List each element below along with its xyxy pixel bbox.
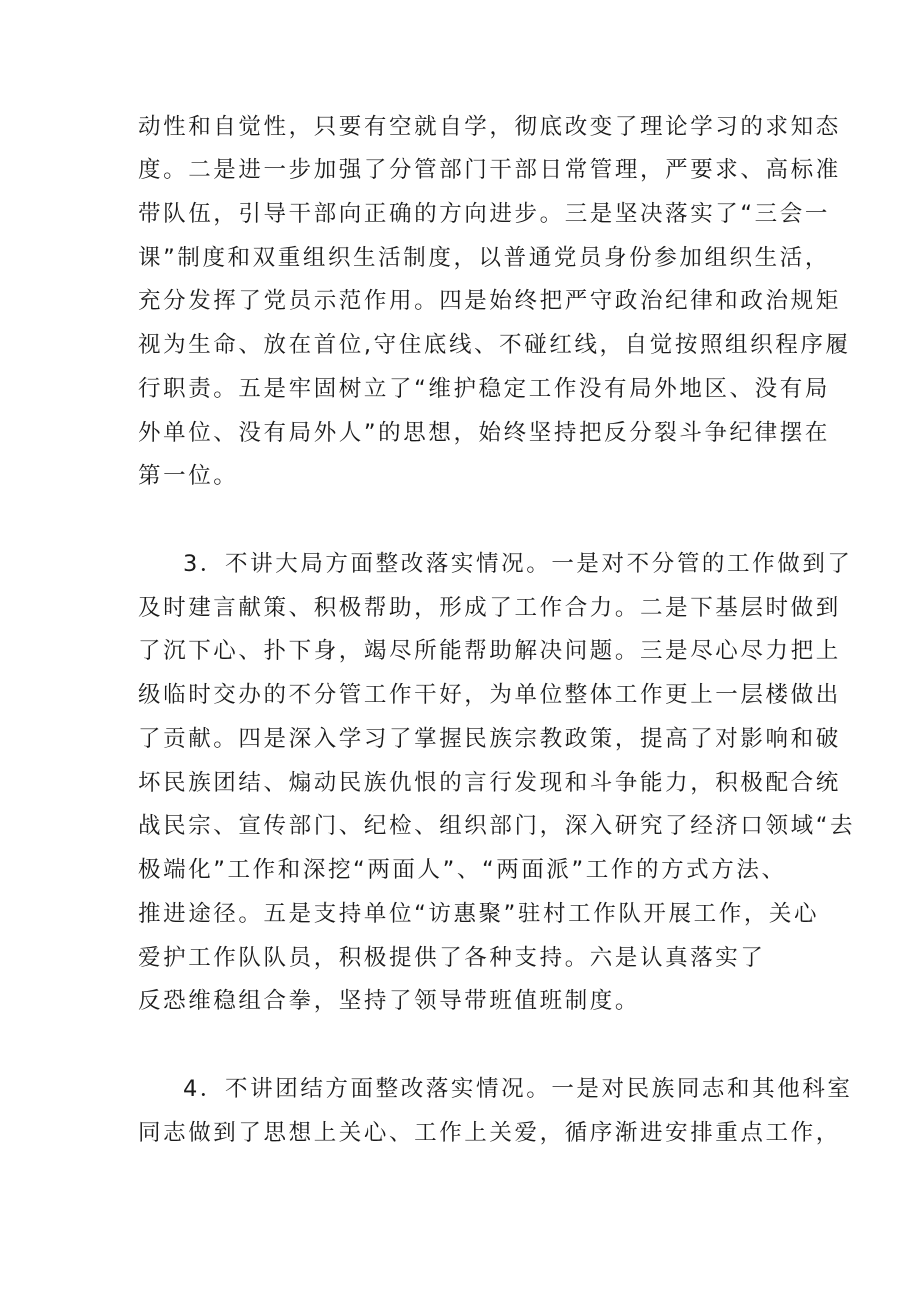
text-line: 战民宗、宣传部门、纪检、组织部门，深入研究了经济口领域“去 (138, 813, 856, 839)
text-line: 视为生命、放在首位,守住底线、不碰红线，自觉按照组织程序履 (138, 332, 851, 358)
paragraph-3-first-line: 3．不讲大局方面整改落实情况。一是对不分管的工作做到了 (183, 551, 853, 577)
text-line: 第一位。 (138, 463, 239, 489)
paragraph-4-first-line: 4．不讲团结方面整改落实情况。一是对民族同志和其他科室 (183, 1076, 853, 1102)
text-line: 极端化”工作和深挖“两面人”、“两面派”工作的方式方法、 (138, 857, 787, 883)
text-line: 外单位、没有局外人”的思想，始终坚持把反分裂斗争纪律摆在 (138, 420, 830, 446)
text-line: 了沉下心、扑下身，竭尽所能帮助解决问题。三是尽心尽力把上 (138, 638, 841, 664)
text-line: 行职责。五是牢固树立了“维护稳定工作没有局外地区、没有局 (138, 376, 830, 402)
text-line: 度。二是进一步加强了分管部门干部日常管理，严要求、高标准 (138, 157, 841, 183)
text-line: 爱护工作队队员，积极提供了各种支持。六是认真落实了 (138, 945, 766, 971)
text-line: 推进途径。五是支持单位“访惠聚”驻村工作队开展工作，关心 (138, 901, 820, 927)
text-line: 带队伍，引导干部向正确的方向进步。三是坚决落实了“三会一 (138, 201, 830, 227)
text-line: 同志做到了思想上关心、工作上关爱，循序渐进安排重点工作， (138, 1120, 841, 1146)
text-line: 及时建言献策、积极帮助，形成了工作合力。二是下基层时做到 (138, 595, 841, 621)
text-line: 反恐维稳组合拳，坚持了领导带班值班制度。 (138, 988, 641, 1014)
text-line: 课”制度和双重组织生活制度，以普通党员身份参加组织生活， (138, 245, 830, 271)
text-line: 级临时交办的不分管工作干好，为单位整体工作更上一层楼做出 (138, 682, 841, 708)
text-line: 坏民族团结、煽动民族仇恨的言行发现和斗争能力，积极配合统 (138, 770, 841, 796)
text-line: 动性和自觉性，只要有空就自学，彻底改变了理论学习的求知态 (138, 114, 841, 140)
text-line: 充分发挥了党员示范作用。四是始终把严守政治纪律和政治规矩 (138, 288, 841, 314)
text-line: 了贡献。四是深入学习了掌握民族宗教政策，提高了对影响和破 (138, 726, 841, 752)
